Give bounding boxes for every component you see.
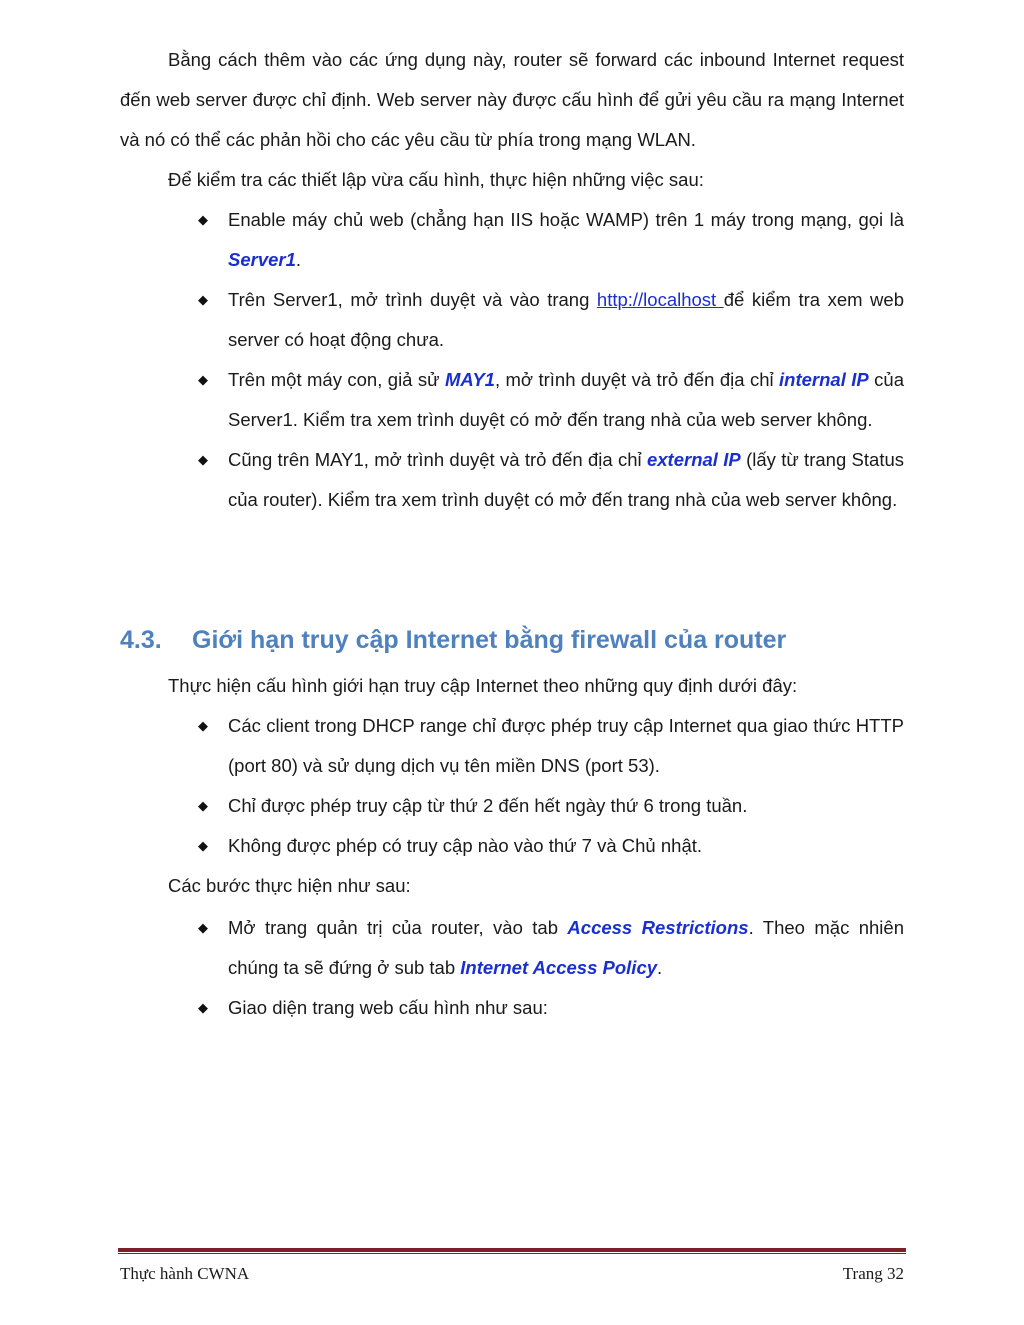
- rules-lead-paragraph: Thực hiện cấu hình giới hạn truy cập Internet theo những quy định dưới đây:: [168, 675, 798, 696]
- test-steps-list: [198, 200, 904, 520]
- list-item: ◆ Trên Server1, mở trình duyệt và vào trang http://localhost để kiểm tra xem web server có hoạt động chưa.: [228, 280, 904, 360]
- bullet-icon: ◆: [198, 292, 208, 307]
- list-item: ◆ Không được phép có truy cập nào vào thứ 7 và Chủ nhật.: [228, 826, 904, 866]
- footer-divider-thin: [118, 1253, 906, 1254]
- section-title: Giới hạn truy cập Internet bằng firewall của router: [192, 626, 787, 654]
- page-number: Trang 32: [842, 1264, 904, 1283]
- highlight-term: Access Restrictions: [567, 917, 749, 938]
- bullet-icon: ◆: [198, 838, 208, 853]
- steps-lead-paragraph: Các bước thực hiện như sau:: [168, 875, 411, 896]
- list-item: ◆ Chỉ được phép truy cập từ thứ 2 đến hết ngày thứ 6 trong tuần.: [228, 786, 904, 826]
- bullet-icon: ◆: [198, 452, 208, 467]
- list-item: ◆ Các client trong DHCP range chỉ được phép truy cập Internet qua giao thức HTTP (port 80) và sử dụng dịch vụ tên miền DNS (port 53).: [228, 706, 904, 786]
- list-item: ◆ Trên một máy con, giả sử MAY1, mở trình duyệt và trỏ đến địa chỉ internal IP của Server1. Kiểm tra xem trình duyệt có mở đến trang nhà của web server không.: [228, 360, 904, 440]
- intro-paragraph: Bằng cách thêm vào các ứng dụng này, router sẽ forward các inbound Internet request đến web server được chỉ định. Web server này được cấu hình để gửi yêu cầu ra mạng Internet và nó có thể các phản hồi cho các yêu cầu từ phía trong mạng WLAN.: [120, 49, 904, 150]
- localhost-link[interactable]: http://localhost: [596, 289, 724, 310]
- footer-title: Thực hành CWNA: [120, 1264, 250, 1283]
- section-heading: [120, 620, 904, 660]
- bullet-icon: ◆: [198, 718, 208, 733]
- highlight-term: MAY1: [444, 369, 495, 390]
- rules-list: [198, 706, 904, 866]
- bullet-icon: ◆: [198, 372, 208, 387]
- steps-list: [198, 908, 904, 1028]
- footer-divider: [118, 1248, 906, 1252]
- test-lead-paragraph: Để kiểm tra các thiết lập vừa cấu hình, thực hiện những việc sau:: [168, 169, 704, 190]
- highlight-term: external IP: [646, 449, 741, 470]
- highlight-term: Server1: [228, 249, 296, 270]
- bullet-icon: ◆: [198, 212, 208, 227]
- list-item: ◆ Mở trang quản trị của router, vào tab Access Restrictions. Theo mặc nhiên chúng ta sẽ đứng ở sub tab Internet Access Policy.: [228, 908, 904, 988]
- highlight-term: internal IP: [779, 369, 869, 390]
- list-item: ◆ Enable máy chủ web (chẳng hạn IIS hoặc WAMP) trên 1 máy trong mạng, gọi là Server1.: [228, 200, 904, 280]
- bullet-icon: ◆: [198, 1000, 208, 1015]
- highlight-term: Internet Access Policy: [460, 957, 658, 978]
- list-item: ◆ Giao diện trang web cấu hình như sau:: [228, 988, 904, 1028]
- list-item: ◆ Cũng trên MAY1, mở trình duyệt và trỏ đến địa chỉ external IP (lấy từ trang Status của router). Kiểm tra xem trình duyệt có mở đến trang nhà của web server không.: [228, 440, 904, 520]
- bullet-icon: ◆: [198, 920, 208, 935]
- bullet-icon: ◆: [198, 798, 208, 813]
- section-number: 4.3.: [120, 626, 162, 654]
